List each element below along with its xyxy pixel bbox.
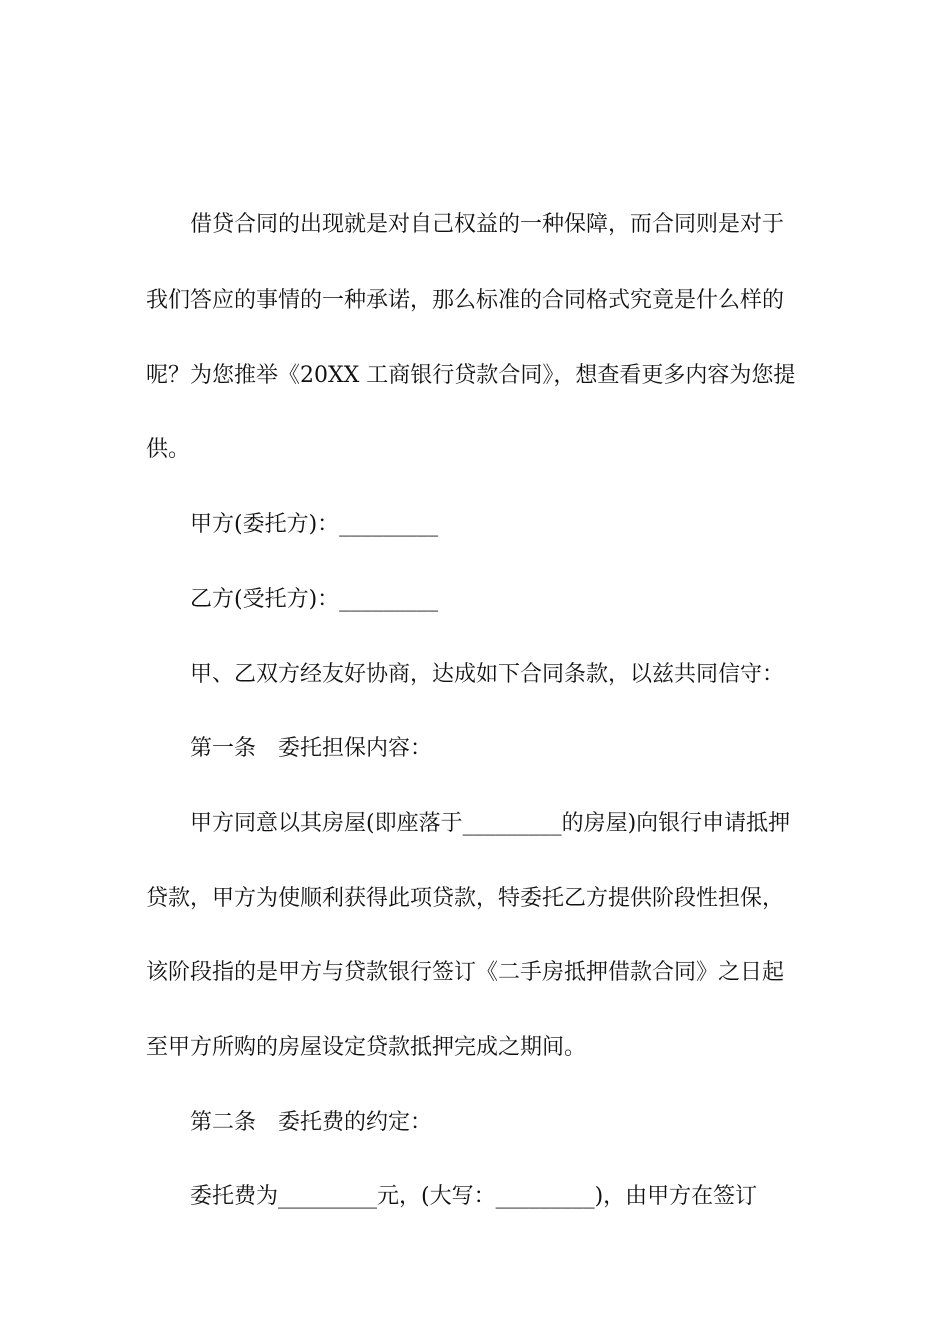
party-a-line: 甲方(委托方)：_________ <box>190 512 439 537</box>
intro-line-4: 供。 <box>146 437 191 462</box>
agreement-statement: 甲、乙双方经友好协商，达成如下合同条款，以兹共同信守： <box>190 662 785 687</box>
intro-line-2: 我们答应的事情的一种承诺，那么标准的合同格式究竟是什么样的 <box>146 288 785 313</box>
article-2-line-1: 委托费为_________元，(大写：_________)，由甲方在签订 <box>190 1184 758 1209</box>
article-1-line-2: 贷款，甲方为使顺利获得此项贷款，特委托乙方提供阶段性担保， <box>146 886 785 911</box>
article-1-line-4: 至甲方所购的房屋设定贷款抵押完成之期间。 <box>146 1035 587 1060</box>
article-2-heading: 第二条 委托费的约定： <box>190 1110 433 1135</box>
article-1-heading: 第一条 委托担保内容： <box>190 736 433 761</box>
intro-line-1: 借贷合同的出现就是对自己权益的一种保障，而合同则是对于 <box>190 212 785 237</box>
intro-line-3: 呢？为您推举《20XX 工商银行贷款合同》，想查看更多内容为您提 <box>146 363 796 388</box>
article-1-line-1: 甲方同意以其房屋(即座落于_________的房屋)向银行申请抵押 <box>190 811 791 836</box>
article-1-line-3: 该阶段指的是甲方与贷款银行签订《二手房抵押借款合同》之日起 <box>146 960 785 985</box>
party-b-line: 乙方(受托方)：_________ <box>190 587 439 612</box>
